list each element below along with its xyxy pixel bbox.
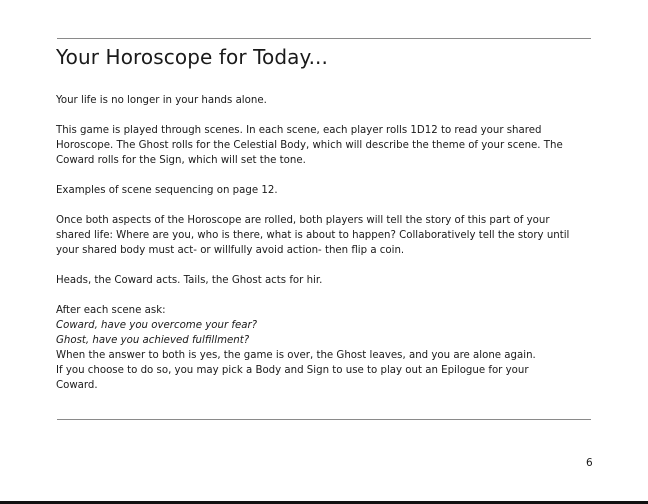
text-line: Coward.	[56, 380, 98, 391]
coward-question: Coward, have you overcome your fear?	[56, 320, 258, 331]
text-line: Your life is no longer in your hands alone.	[56, 95, 267, 106]
text-line: Heads, the Coward acts. Tails, the Ghost acts for hir.	[56, 275, 323, 286]
text-line: When the answer to both is yes, the game is over, the Ghost leaves, and you are alone again.	[56, 350, 536, 361]
paragraph-ending	[56, 303, 596, 393]
paragraph-scenes	[56, 123, 596, 168]
paragraph-storytelling	[56, 213, 596, 258]
text-line: Coward rolls for the Sign, which will set the tone.	[56, 155, 306, 166]
text-line: your shared body must act- or willfully avoid action- then flip a coin.	[56, 245, 405, 256]
text-line: Examples of scene sequencing on page 12.	[56, 185, 278, 196]
paragraph-coin-flip	[56, 273, 596, 288]
bottom-divider	[57, 419, 591, 420]
text-line: Once both aspects of the Horoscope are rolled, both players will tell the story of this part of your	[56, 215, 550, 226]
page-number: 6	[586, 457, 593, 469]
page-title: Your Horoscope for Today...	[56, 45, 328, 69]
paragraph-examples	[56, 183, 596, 198]
page-body	[56, 93, 596, 408]
paragraph-intro	[56, 93, 596, 108]
text-line: This game is played through scenes. In each scene, each player rolls 1D12 to read your shared	[56, 125, 542, 136]
text-line: shared life: Where are you, who is there, what is about to happen? Collaboratively tell the story until	[56, 230, 570, 241]
ghost-question: Ghost, have you achieved fulfillment?	[56, 335, 250, 346]
top-divider	[57, 38, 591, 39]
text-line: Horoscope. The Ghost rolls for the Celestial Body, which will describe the theme of your scene. The	[56, 140, 563, 151]
text-line: After each scene ask:	[56, 305, 166, 316]
text-line: If you choose to do so, you may pick a Body and Sign to use to play out an Epilogue for your	[56, 365, 529, 376]
